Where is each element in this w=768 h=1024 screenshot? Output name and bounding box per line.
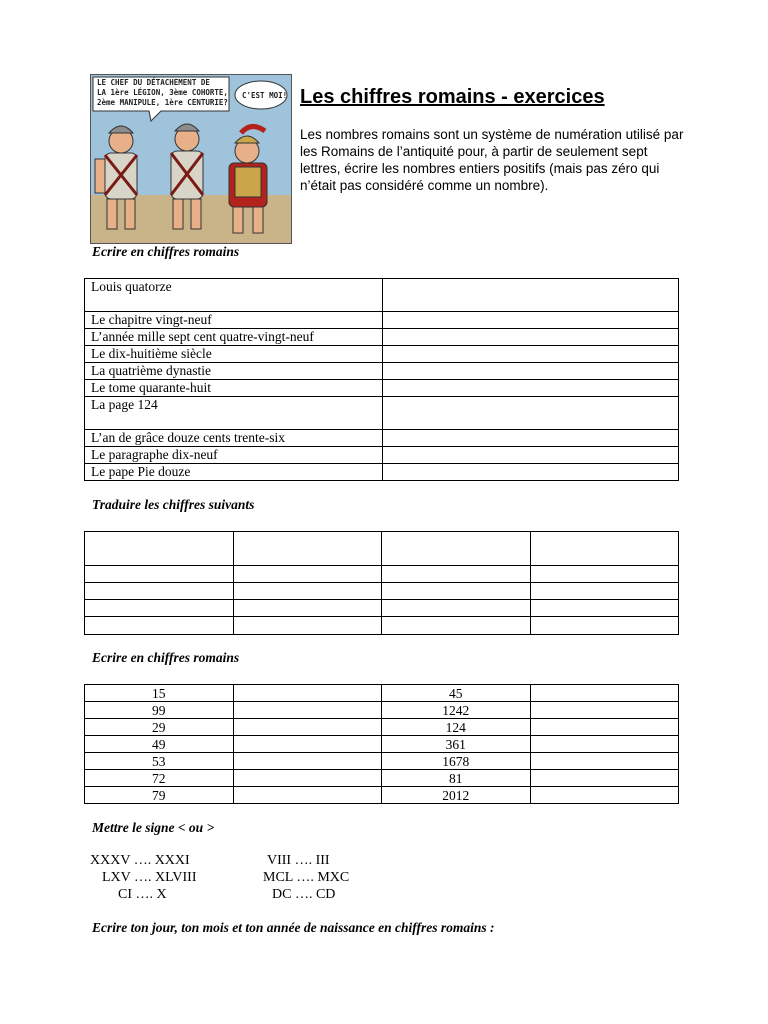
number-cell: 49 bbox=[85, 736, 234, 753]
table-row bbox=[85, 719, 679, 736]
blank-cell[interactable] bbox=[85, 600, 234, 617]
answer-cell[interactable] bbox=[233, 702, 382, 719]
number-cell: 361 bbox=[382, 736, 531, 753]
table-row bbox=[85, 397, 679, 430]
table-row bbox=[85, 787, 679, 804]
table-row bbox=[85, 617, 679, 635]
table-row bbox=[85, 583, 679, 600]
compare-right-1: VIII …. III bbox=[267, 853, 330, 868]
blank-cell[interactable] bbox=[233, 600, 382, 617]
number-cell: 124 bbox=[382, 719, 531, 736]
table-row bbox=[85, 346, 679, 363]
number-cell: 53 bbox=[85, 753, 234, 770]
answer-cell[interactable] bbox=[530, 685, 679, 702]
number-cell: 15 bbox=[85, 685, 234, 702]
answer-cell[interactable] bbox=[383, 380, 679, 397]
compare-right-3: DC …. CD bbox=[272, 887, 336, 902]
section-title-traduire: Traduire les chiffres suivants bbox=[92, 497, 255, 512]
number-cell: 81 bbox=[382, 770, 531, 787]
bubble-left-line-1: LE CHEF DU DÉTACHEMENT DE bbox=[97, 78, 210, 87]
answer-cell[interactable] bbox=[233, 736, 382, 753]
blank-cell[interactable] bbox=[530, 566, 679, 583]
number-cell: 1242 bbox=[382, 702, 531, 719]
table-row bbox=[85, 380, 679, 397]
blank-cell[interactable] bbox=[233, 617, 382, 635]
answer-cell[interactable] bbox=[383, 363, 679, 380]
table-traduire bbox=[84, 531, 679, 635]
row-label: L’année mille sept cent quatre-vingt-neuf bbox=[85, 329, 383, 346]
table-ecrire-romains-1 bbox=[84, 278, 679, 481]
row-label: Le tome quarante-huit bbox=[85, 380, 383, 397]
row-label: Le paragraphe dix-neuf bbox=[85, 447, 383, 464]
asterix-illustration bbox=[90, 74, 292, 244]
row-label: Le pape Pie douze bbox=[85, 464, 383, 481]
number-cell: 72 bbox=[85, 770, 234, 787]
table-row bbox=[85, 753, 679, 770]
answer-cell[interactable] bbox=[383, 346, 679, 363]
bubble-left-line-3: 2ème MANIPULE, 1ère CENTURIE? bbox=[97, 98, 228, 107]
blank-cell[interactable] bbox=[382, 617, 531, 635]
answer-cell[interactable] bbox=[383, 329, 679, 346]
answer-cell[interactable] bbox=[233, 787, 382, 804]
intro-paragraph: Les nombres romains sont un système de numération utilisé par les Romains de l’antiquité pour, à partir de seulement sept lettres, écrire les nombres entiers positifs (mais pas zéro qui n’était pas considéré comme un nombre). bbox=[300, 127, 684, 193]
compare-left-2: LXV …. XLVIII bbox=[102, 870, 197, 885]
bubble-right-text: C'EST MOI! bbox=[242, 91, 288, 100]
table-row bbox=[85, 447, 679, 464]
answer-cell[interactable] bbox=[530, 770, 679, 787]
compare-right-2: MCL …. MXC bbox=[263, 870, 350, 885]
bubble-left-line-2: LA 1ère LÉGION, 3ème COHORTE, bbox=[97, 88, 228, 97]
table-row bbox=[85, 702, 679, 719]
answer-cell[interactable] bbox=[383, 430, 679, 447]
answer-cell[interactable] bbox=[233, 753, 382, 770]
table-row bbox=[85, 600, 679, 617]
row-label: Le chapitre vingt-neuf bbox=[85, 312, 383, 329]
table-row bbox=[85, 430, 679, 447]
number-cell: 79 bbox=[85, 787, 234, 804]
section-title-naissance: Ecrire ton jour, ton mois et ton année de naissance en chiffres romains : bbox=[92, 920, 495, 935]
answer-cell[interactable] bbox=[233, 719, 382, 736]
blank-cell[interactable] bbox=[530, 617, 679, 635]
table-row bbox=[85, 532, 679, 566]
number-cell: 1678 bbox=[382, 753, 531, 770]
blank-cell[interactable] bbox=[85, 566, 234, 583]
blank-cell[interactable] bbox=[530, 600, 679, 617]
section-title-ecrire-1: Ecrire en chiffres romains bbox=[92, 244, 240, 259]
table-row bbox=[85, 770, 679, 787]
blank-cell[interactable] bbox=[85, 583, 234, 600]
table-row bbox=[85, 685, 679, 702]
number-cell: 2012 bbox=[382, 787, 531, 804]
number-cell: 45 bbox=[382, 685, 531, 702]
section-title-ecrire-2: Ecrire en chiffres romains bbox=[92, 650, 240, 665]
answer-cell[interactable] bbox=[530, 719, 679, 736]
answer-cell[interactable] bbox=[233, 770, 382, 787]
table-row bbox=[85, 312, 679, 329]
blank-cell[interactable] bbox=[85, 532, 234, 566]
blank-cell[interactable] bbox=[233, 566, 382, 583]
table-ecrire-romains-2 bbox=[84, 684, 679, 804]
table-row bbox=[85, 363, 679, 380]
answer-cell[interactable] bbox=[233, 685, 382, 702]
answer-cell[interactable] bbox=[530, 702, 679, 719]
row-label: Le dix-huitième siècle bbox=[85, 346, 383, 363]
blank-cell[interactable] bbox=[382, 600, 531, 617]
compare-left-1: XXXV …. XXXI bbox=[90, 853, 190, 868]
blank-cell[interactable] bbox=[382, 583, 531, 600]
blank-cell[interactable] bbox=[382, 566, 531, 583]
answer-cell[interactable] bbox=[383, 464, 679, 481]
table-row bbox=[85, 464, 679, 481]
blank-cell[interactable] bbox=[382, 532, 531, 566]
table-row bbox=[85, 736, 679, 753]
answer-cell[interactable] bbox=[530, 787, 679, 804]
table-row bbox=[85, 329, 679, 346]
table-row bbox=[85, 566, 679, 583]
blank-cell[interactable] bbox=[233, 583, 382, 600]
row-label: La page 124 bbox=[85, 397, 383, 430]
compare-left-3: CI …. X bbox=[118, 887, 167, 902]
answer-cell[interactable] bbox=[383, 312, 679, 329]
blank-cell[interactable] bbox=[85, 617, 234, 635]
answer-cell[interactable] bbox=[383, 397, 679, 430]
answer-cell[interactable] bbox=[530, 736, 679, 753]
answer-cell[interactable] bbox=[383, 447, 679, 464]
number-cell: 99 bbox=[85, 702, 234, 719]
answer-cell[interactable] bbox=[530, 753, 679, 770]
page-title: Les chiffres romains - exercices bbox=[300, 86, 605, 108]
blank-cell[interactable] bbox=[530, 532, 679, 566]
number-cell: 29 bbox=[85, 719, 234, 736]
table-row bbox=[85, 279, 679, 312]
blank-cell[interactable] bbox=[233, 532, 382, 566]
answer-cell[interactable] bbox=[383, 279, 679, 312]
row-label: La quatrième dynastie bbox=[85, 363, 383, 380]
row-label: L’an de grâce douze cents trente-six bbox=[85, 430, 383, 447]
roman-soldiers-drawing bbox=[91, 75, 291, 243]
section-title-signe: Mettre le signe < ou > bbox=[92, 820, 215, 835]
row-label: Louis quatorze bbox=[85, 279, 383, 312]
blank-cell[interactable] bbox=[530, 583, 679, 600]
